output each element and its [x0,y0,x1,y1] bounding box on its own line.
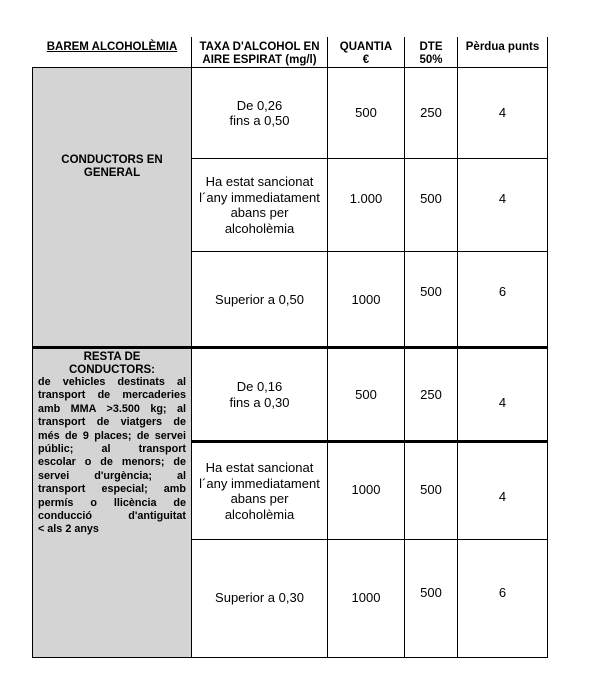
table-row-1-amount: 500 [355,105,377,121]
table-row-1-dte: 250 [420,105,442,121]
table-row-3-points: 6 [498,284,507,300]
header-dte: DTE 50% [419,41,443,66]
header-table-title: BAREM ALCOHOLÈMIA [46,41,178,53]
table-row-6-rate: Superior a 0,30 [215,590,304,606]
table-row-4-amount: 500 [355,387,377,403]
header-amount: QUANTIA € [339,41,393,66]
rule-general-top [32,67,192,68]
group-rest-description: de vehicles destinats al transport de mercaderies amb MMA >3.500 kg; al transport de viatgers de més de 9 places; de servei públic; al transport escolar o de menors; de servei d'urgència; al transport especial; amb permís o llicència de conducció d'antiguitat < als 2 anys [38,376,186,536]
table-row-5-dte: 500 [420,482,442,498]
rule-row-5 [191,539,547,540]
table-row-2-amount: 1.000 [349,191,383,207]
group-rest-title: RESTA DE CONDUCTORS: [68,351,156,376]
rule-right [547,37,548,658]
header-rate: TAXA D'ALCOHOL EN AIRE ESPIRAT (mg/l) [199,41,320,66]
table-row-1-rate: De 0,26 fins a 0,50 [229,97,290,128]
table-row-4-rate: De 0,16 fins a 0,30 [229,379,290,410]
rule-bottom [32,657,548,658]
table-row-6-dte: 500 [420,585,442,601]
table-row-4-points: 4 [498,395,507,411]
table-row-5-points: 4 [498,489,507,505]
table-row-2-points: 4 [498,191,507,207]
table-row-3-dte: 500 [420,284,442,300]
table-row-5-rate: Ha estat sancionat l´any immediatament abans per alcoholèmia [199,460,320,522]
table-row-5-amount: 1000 [351,482,381,498]
group-general-bg [33,68,191,347]
table-row-3-amount: 1000 [351,292,381,308]
table-row-4-dte: 250 [420,387,442,403]
header-points: Pèrdua punts [465,41,540,53]
group-general-title: CONDUCTORS EN GENERAL [61,154,163,179]
table-row-6-amount: 1000 [351,590,381,606]
table-row-3-rate: Superior a 0,50 [215,292,304,308]
table-row-1-points: 4 [498,105,507,121]
table-row-2-rate: Ha estat sancionat l´any immediatament abans per alcoholèmia [199,174,320,236]
rule-row-2 [191,251,547,252]
table-row-2-dte: 500 [420,191,442,207]
table-row-6-points: 6 [498,585,507,601]
